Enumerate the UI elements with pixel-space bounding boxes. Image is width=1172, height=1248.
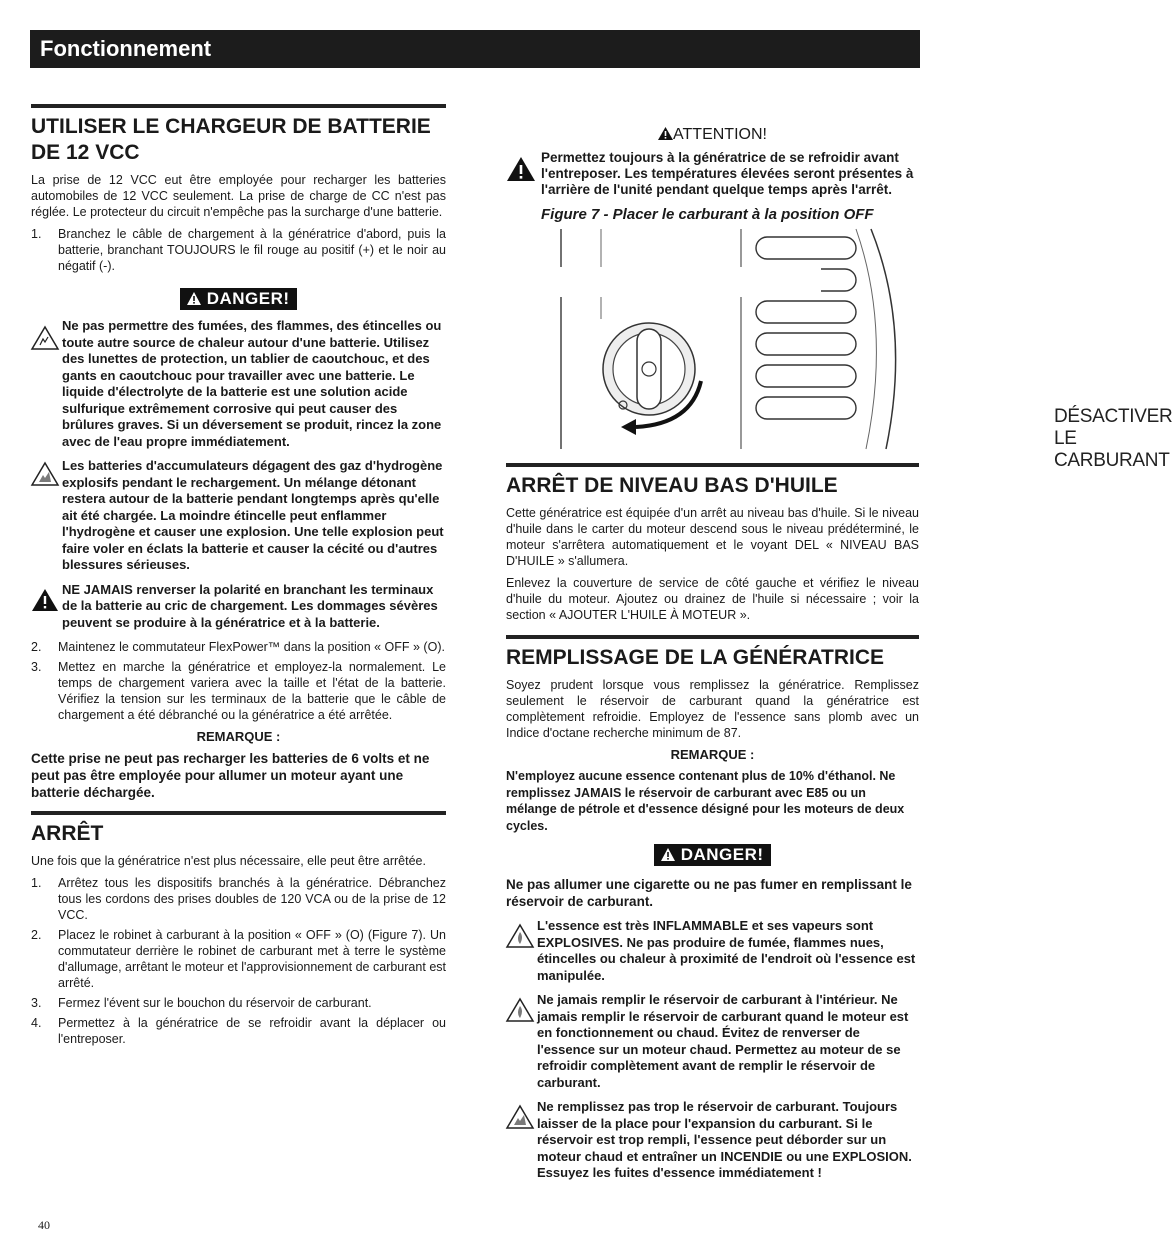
step-text: Mettez en marche la génératrice et employez-la normalement. Le temps de chargement variera avec la taille et l'état de la batterie. Vérifiez la tension sur les terminaux de la batterie que le câble de chargement a été débranché ou la génératrice a été arrêtée. (58, 660, 446, 722)
attention-warning (506, 150, 919, 198)
step-text: Placez le robinet à carburant à la position « OFF » (O) (Figure 7). Un commutateur derrière le robinet de carburant met à terre le système d'allumage, arrêtant le moteur et l'approvisionnement de carburant est arrêté. (58, 928, 446, 990)
warning-item (31, 318, 446, 450)
figure-label: DÉSACTIVER LE CARBURANT (1054, 406, 1172, 471)
danger-badge (654, 844, 770, 866)
danger-lead: Ne pas allumer une cigarette ou ne pas fumer en remplissant le réservoir de carburant. (506, 877, 912, 909)
step-text: Maintenez le commutateur FlexPower™ dans la position « OFF » (O). (58, 640, 445, 654)
danger-label: DANGER! (206, 289, 290, 308)
step-number: 1. (31, 227, 42, 241)
section-rule (31, 811, 446, 815)
danger-badge (180, 288, 296, 310)
low-oil-p1: Cette génératrice est équipée d'un arrêt au niveau bas d'huile. Si le niveau d'huile dans le carter du moteur descend sous le niveau prédéterminé, le moteur s'arrêtera automatiquement et le voyant DEL « NIVEAU BAS D'HUILE » s'allumera. (506, 506, 919, 568)
step-number: 2. (31, 640, 42, 654)
danger-banner (506, 844, 919, 866)
attention-heading (506, 126, 919, 144)
warning-text: Les batteries d'accumulateurs dégagent des gaz d'hydrogène explosifs pendant le rechargement. Un mélange détonant restera autour de la batterie pendant longtemps après qu'elle ait été chargée. La moindre étincelle peut enflammer l'hydrogène et causer une explosion. Une telle explosion peut faire voler en éclats la batterie et causer la cécité ou d'autres blessures sérieuses. (62, 458, 444, 572)
warning-triangle-icon (187, 292, 201, 305)
shutdown-intro: Une fois que la génératrice n'est plus nécessaire, elle peut être arrêtée. (31, 854, 426, 868)
section-title-low-oil: ARRÊT DE NIVEAU BAS D'HUILE (506, 474, 838, 497)
list-item (31, 226, 446, 274)
explosion-warning-icon (506, 1105, 534, 1129)
step-number: 3. (31, 996, 42, 1010)
list-item (31, 927, 446, 991)
caution-triangle-icon (31, 588, 59, 612)
section-rule (31, 104, 446, 108)
step-text: Permettez à la génératrice de se refroidir avant la déplacer ou l'entreposer. (58, 1016, 446, 1046)
warning-item (506, 992, 919, 1091)
list-item (31, 659, 446, 723)
page-header (30, 30, 920, 68)
attention-triangle-icon (658, 127, 673, 140)
left-column (31, 104, 446, 1051)
step-text: Fermez l'évent sur le bouchon du réservoir de carburant. (58, 996, 372, 1010)
section-rule (506, 635, 919, 639)
section-rule (506, 463, 919, 467)
warning-text: Ne remplissez pas trop le réservoir de carburant. Toujours laisser de la place pour l'expansion du carburant. Si le réservoir est trop rempli, l'essence peut déborder sur un moteur chaud et entraîner un INCENDIE ou une EXPLOSION. Essuyez les fuites d'essence immédiatement ! (537, 1099, 912, 1180)
step-number: 4. (31, 1016, 42, 1030)
battery-charger-intro: La prise de 12 VCC eut être employée pour recharger les batteries automobiles de 12 VCC seulement. La prise de charge de CC n'est pas réglée. Le protecteur du circuit n'empêche pas la surcharge d'une batterie. (31, 173, 446, 219)
low-oil-p2: Enlevez la couverture de service de côté gauche et vérifiez le niveau d'huile du moteur. Ajoutez ou drainez de l'huile si nécessaire ; voir la section « AJOUTER L'HUILE À MOTEUR ». (506, 576, 919, 622)
step-text: Branchez le câble de chargement à la génératrice d'abord, puis la batterie, branchant TOUJOURS le fil rouge au positif (+) et le noir au négatif (-). (58, 227, 446, 273)
battery-steps-list (31, 226, 446, 274)
warning-text: Ne jamais remplir le réservoir de carburant à l'intérieur. Ne jamais remplir le réservoir de carburant quand le moteur est en fonctionnement ou chaud. Évitez de renverser de l'essence sur un moteur chaud. Permettez au moteur de se refroidir complètement avant de remplir le réservoir de carburant. (537, 992, 909, 1090)
fuel-valve-illustration (541, 229, 921, 449)
step-number: 1. (31, 876, 42, 890)
spark-warning-icon (31, 326, 59, 350)
note-title: REMARQUE : (196, 729, 281, 744)
battery-steps-list (31, 639, 446, 723)
attention-label: ATTENTION! (673, 126, 767, 143)
list-item (31, 639, 446, 655)
note-title: REMARQUE : (670, 747, 755, 762)
warning-triangle-icon (661, 848, 675, 861)
warning-item (506, 1099, 919, 1182)
step-text: Arrêtez tous les dispositifs branchés à la génératrice. Débranchez tous les cordons des prises doubles de 120 VCA ou de la prise de 12 VCC. (58, 876, 446, 922)
section-title-refueling: REMPLISSAGE DE LA GÉNÉRATRICE (506, 646, 885, 669)
list-item (31, 995, 446, 1011)
fire-warning-icon (506, 924, 534, 948)
caution-triangle-icon (506, 156, 536, 182)
right-column (506, 104, 1172, 1190)
list-item (31, 1015, 446, 1047)
list-item (31, 875, 446, 923)
figure-caption: Figure 7 - Placer le carburant à la position OFF (541, 206, 874, 223)
step-number: 3. (31, 660, 42, 674)
shutdown-steps-list (31, 875, 446, 1047)
warning-text: L'essence est très INFLAMMABLE et ses vapeurs sont EXPLOSIVES. Ne pas produire de fumée, flammes nues, étincelles ou chaleur à proximité de l'endroit où l'essence est manipulée. (537, 918, 916, 983)
fuel-valve-figure (541, 229, 1172, 471)
warning-item (31, 458, 446, 574)
explosion-warning-icon (31, 462, 59, 486)
fire-warning-icon (506, 998, 534, 1022)
warning-text: Ne pas permettre des fumées, des flammes, des étincelles ou toute autre source de chaleur autour d'une batterie. Utilisez des lunettes de protection, un tablier de caoutchouc, et des gants en caoutchouc pour travailler avec une batterie. Le liquide d'électrolyte de la batterie est une solution acide sulfurique extrêmement corrosive qui peut causer des brûlures graves. Si un déversement se produit, rincez la zone avec de l'eau propre immédiatement. (62, 318, 442, 449)
warning-item (506, 918, 919, 984)
warning-text: NE JAMAIS renverser la polarité en branchant les terminaux de la batterie au cric de chargement. Les dommages sévères peuvent se produire à la génératrice et à la batterie. (62, 581, 438, 630)
section-title-shutdown: ARRÊT (31, 822, 104, 845)
note-body: N'employez aucune essence contenant plus de 10% d'éthanol. Ne remplissez JAMAIS le réservoir de carburant avec E85 ou un mélange de pétrole et d'essence désigné pour les moteurs de deux cycles. (506, 769, 905, 833)
danger-label: DANGER! (680, 845, 764, 864)
page-number: 40 (38, 1218, 50, 1232)
header-title: Fonctionnement (40, 36, 212, 61)
danger-banner (31, 288, 446, 310)
note-body: Cette prise ne peut pas recharger les batteries de 6 volts et ne peut pas être employée pour allumer un moteur ayant une batterie déchargée. (31, 751, 430, 800)
step-number: 2. (31, 928, 42, 942)
section-title-battery-charger: UTILISER LE CHARGEUR DE BATTERIE DE 12 VCC (31, 115, 431, 164)
refueling-p1: Soyez prudent lorsque vous remplissez la génératrice. Remplissez seulement le réservoir de carburant quand la génératrice est complètement refroidie. Employez de l'essence sans plomb avec un Indice d'octane recherche minimum de 87. (506, 678, 919, 740)
warning-item (31, 582, 446, 632)
attention-text: Permettez toujours à la génératrice de se refroidir avant l'entreposer. Les températures élevées seront présentes à l'arrière de l'unité pendant quelque temps après l'arrêt. (541, 150, 914, 197)
